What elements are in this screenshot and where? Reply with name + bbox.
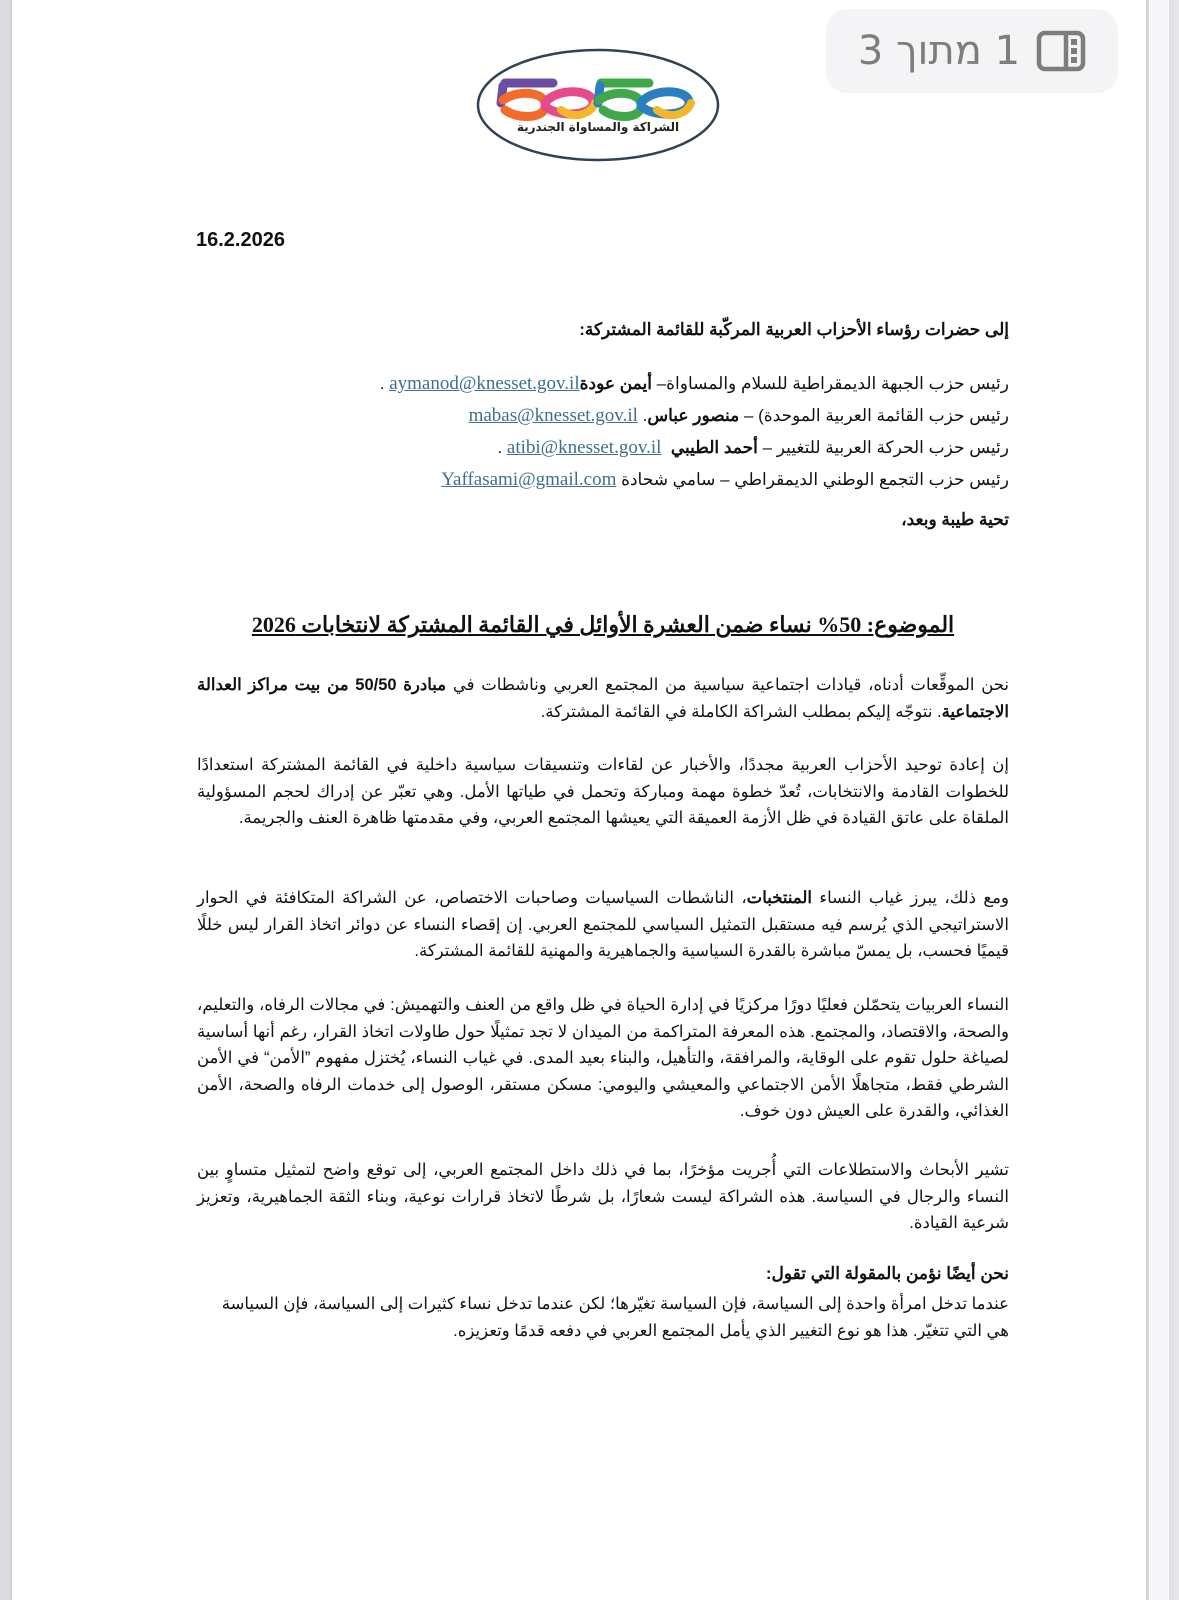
- recipient-suffix: .: [379, 374, 390, 393]
- quote-heading: نحن أيضًا نؤمن بالمقولة التي تقول:: [765, 1264, 1009, 1283]
- recipient-row: [197, 432, 1009, 464]
- paragraph-text: ، الناشطات السياسيات وصاحبات الاختصاص، عن الشراكة المتكافئة في الحوار الاستراتيجي الذي يُرسم فيه مستقبل التمثيل السياسي للمجتمع العربي. إن إقصاء النساء عن دوائر اتخاذ القرار ليس خللًا قيميًا فحسب، بل يمسّ مباشرة بالقدرة السياسية والجماهيرية والمهنية للقائمة المشتركة.: [197, 889, 1009, 960]
- subject-line: [197, 612, 1009, 638]
- scrollbar[interactable]: [1149, 0, 1179, 1600]
- initiative-name: مبادرة 50/50 من بيت مراكز العدالة الاجتماعية: [197, 676, 1009, 721]
- subject-text: الموضوع: 50% نساء ضمن العشرة الأوائل في القائمة المشتركة لانتخابات 2026: [251, 612, 955, 637]
- svg-text:الشراكة والمساواة الجندرية: الشراكة والمساواة الجندرية: [516, 120, 680, 134]
- recipient-suffix: .: [637, 406, 648, 425]
- recipient-suffix: .: [497, 438, 507, 457]
- emphasis-text: المنتخبات: [746, 889, 812, 907]
- recipient-name: أيمن عودة: [579, 374, 652, 393]
- recipients-list: [197, 368, 1009, 496]
- recipient-email-link[interactable]: atibi@knesset.gov.il: [506, 437, 662, 458]
- recipient-title: رئيس حزب الجبهة الديمقراطية للسلام والمساواة–: [651, 374, 1009, 393]
- fifty-fifty-logo: [475, 48, 721, 162]
- letter-date: 16.2.2026: [196, 229, 285, 251]
- recipient-name: منصور عباس: [647, 406, 740, 425]
- body-paragraph: [197, 672, 1009, 725]
- greeting: تحية طيبة وبعد،: [901, 510, 1009, 529]
- body-paragraph: النساء العربيات يتحمّلن فعليًا دورًا مركزيًا في إدارة الحياة في ظل واقع من العنف والتهميش: في مجالات الرفاه، والتعليم، والصحة، والاقتصاد، والمجتمع. هذه المعرفة المتراكمة من الميدان لا تجد تمثيلًا حول طاولات اتخاذ القرار، رغم أنها أساسية لصياغة حلول تقوم على الوقاية، والمرافقة، والتأهيل، والبناء بعيد المدى. في غياب النساء، يُختزل مفهوم ”الأمن“ في الأمن الشرطي فقط، متجاهلًا الأمن الاجتماعي والمعيشي واليومي: مسكن مستقر، الوصول إلى خدمات الرفاه والصحة، الأمن الغذائي، والقدرة على العيش دون خوف.: [197, 996, 1009, 1120]
- recipient-title: رئيس حزب الحركة العربية للتغيير –: [757, 438, 1009, 457]
- document-page[interactable]: [12, 0, 1146, 1600]
- recipient-name: أحمد الطيبي: [670, 438, 758, 457]
- page-counter-text: 1 מתוך 3: [857, 28, 1021, 74]
- paragraph-text: ومع ذلك، يبرز غياب النساء: [811, 889, 1009, 907]
- recipient-email-link[interactable]: Yaffasami@gmail.com: [441, 469, 617, 490]
- paragraph-text: . نتوجّه إليكم بمطلب الشراكة الكاملة في القائمة المشتركة.: [540, 702, 942, 721]
- recipient-row: [197, 464, 1009, 496]
- recipient-title: رئيس حزب القائمة العربية الموحدة) –: [739, 406, 1009, 425]
- page-counter[interactable]: [826, 9, 1118, 93]
- recipient-email-link[interactable]: aymanod@knesset.gov.il: [389, 373, 580, 394]
- addressee-heading: إلى حضرات رؤساء الأحزاب العربية المركّبة للقائمة المشتركة:: [579, 320, 1009, 339]
- body-paragraph: تشير الأبحاث والاستطلاعات التي أُجريت مؤخرًا، بما في ذلك داخل المجتمع العربي، إلى توقع واضح لتمثيل متساوٍ بين النساء والرجال في السياسة. هذه الشراكة ليست شعارًا، بل شرطًا لاتخاذ قرارات نوعية، وبناء الثقة الجماهيرية، وتعزيز شرعية القيادة.: [197, 1161, 1009, 1232]
- quote-text: عندما تدخل امرأة واحدة إلى السياسة، فإن السياسة تغيّرها؛ لكن عندما تدخل نساء كثيرات إلى السياسة، فإن السياسة هي التي تتغيّر. هذا هو نوع التغيير الذي يأمل المجتمع العربي في دفعه قدمًا وتعزيزه.: [221, 1295, 1009, 1340]
- body-paragraph: [197, 885, 1009, 965]
- body-paragraph: إن إعادة توحيد الأحزاب العربية مجددًا، والأخبار عن لقاءات وتنسيقات سياسية داخلية في القائمة المشتركة استعدادًا للخطوات القادمة والانتخابات، تُعدّ خطوة مهمة ومباركة وتحمل في طياتها الأمل. وهي تعبّر عن إدراك لحجم المسؤولية الملقاة على عاتق القيادة في ظل الأزمة العميقة التي يعيشها المجتمع العربي، وفي مقدمتها ظاهرة العنف والجريمة.: [197, 756, 1009, 827]
- recipient-title: رئيس حزب التجمع الوطني الديمقراطي – سامي شحادة: [616, 470, 1009, 489]
- recipient-row: [197, 400, 1009, 432]
- recipient-email-link[interactable]: mabas@knesset.gov.il: [468, 405, 638, 426]
- recipient-row: [197, 368, 1009, 400]
- sidebar-thumbnails-icon: [1036, 30, 1086, 72]
- paragraph-text: نحن الموقِّعات أدناه، قيادات اجتماعية سياسية من المجتمع العربي وناشطات في: [446, 676, 1010, 694]
